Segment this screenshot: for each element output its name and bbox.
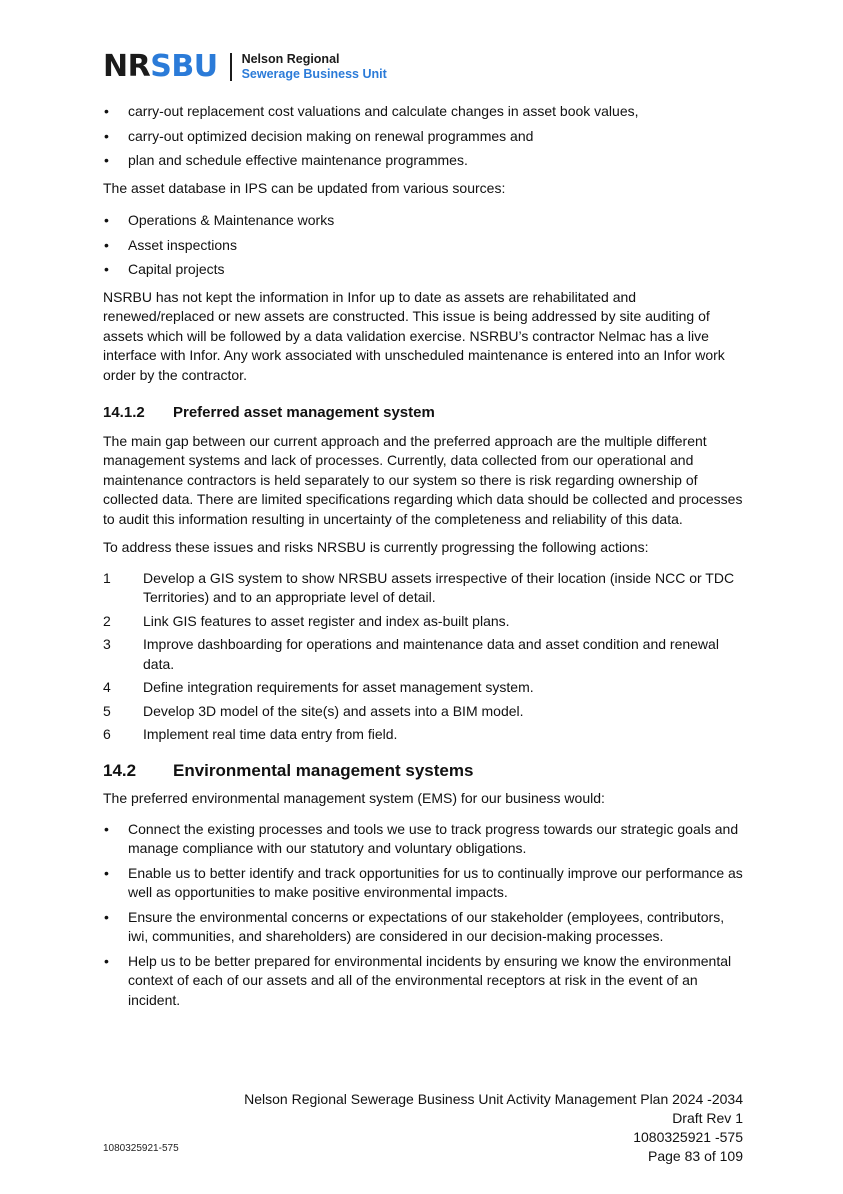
actions-list bbox=[103, 569, 743, 745]
list-item bbox=[103, 211, 743, 231]
footer-doc-number: 1080325921 -575 bbox=[633, 1129, 743, 1145]
list-item-text: Operations & Maintenance works bbox=[128, 212, 335, 228]
list-item-text: Improve dashboarding for operations and maintenance data and asset condition and renewal data. bbox=[143, 636, 719, 672]
list-item-text: carry-out replacement cost valuations and calculate changes in asset book values, bbox=[128, 103, 639, 119]
list-item bbox=[103, 102, 743, 122]
bullet-icon: • bbox=[104, 212, 109, 228]
list-item bbox=[103, 612, 743, 632]
section-number: 14.1.2 bbox=[103, 404, 145, 421]
list-item-text: Enable us to better identify and track opportunities for us to continually improve our performance as well as opportunities to make positive environmental impacts. bbox=[128, 864, 743, 900]
item-number: 6 bbox=[103, 726, 111, 742]
list-item bbox=[103, 569, 743, 608]
list-item-text: Asset inspections bbox=[128, 236, 237, 253]
section-number: 14.2 bbox=[103, 760, 137, 780]
section-title: Environmental management systems bbox=[173, 760, 474, 780]
list-item-text: carry-out optimized decision making on renewal programmes and bbox=[128, 127, 534, 144]
nrsbu-logo bbox=[103, 50, 387, 84]
item-number: 5 bbox=[103, 702, 111, 719]
bullet-icon: • bbox=[104, 127, 109, 144]
list-item bbox=[103, 725, 743, 745]
list-item bbox=[103, 678, 743, 698]
list-item bbox=[103, 864, 743, 903]
logo-org-line2: Sewerage Business Unit bbox=[241, 67, 387, 81]
section-1412-paragraph: The main gap between our current approach and the preferred approach are the multiple different management systems and lack of processes. Currently, data collected from our operational and maintenance contractors is held separately to our system so there is risk regarding ownership of collected data. There are limited specifications regarding which data should be collected and processes to audit this information resulting in uncertainty of the completeness and reliability of this data. bbox=[103, 432, 743, 527]
bullet-icon: • bbox=[104, 236, 109, 253]
bullet-icon: • bbox=[104, 908, 109, 925]
top-bullet-list bbox=[103, 102, 743, 171]
list-item bbox=[103, 820, 743, 859]
sources-bullet-list bbox=[103, 211, 743, 280]
list-item bbox=[103, 151, 743, 171]
list-item-text: Connect the existing processes and tools we use to track progress towards our strategic goals and manage compliance with our statutory and voluntary obligations. bbox=[128, 820, 739, 856]
item-number: 1 bbox=[103, 569, 111, 586]
page-footer bbox=[244, 1090, 743, 1166]
list-item-text: plan and schedule effective maintenance programmes. bbox=[128, 152, 468, 168]
list-item bbox=[103, 952, 743, 1011]
item-number: 3 bbox=[103, 636, 111, 652]
list-item-text: Ensure the environmental concerns or expectations of our stakeholder (employees, contributors, iwi, communities, and shareholders) are considered in our decision-making processes. bbox=[128, 908, 725, 944]
list-item bbox=[103, 260, 743, 280]
logo-org-line1: Nelson Regional bbox=[241, 52, 340, 66]
list-item bbox=[103, 908, 743, 947]
bullet-icon: • bbox=[104, 103, 109, 119]
logo-wordmark bbox=[103, 49, 218, 84]
list-item bbox=[103, 702, 743, 722]
bullet-icon: • bbox=[104, 952, 109, 969]
footer-revision: Draft Rev 1 bbox=[672, 1110, 743, 1126]
list-item-text: Develop a GIS system to show NRSBU assets irrespective of their location (inside NCC or TDC Territories) and to an appropriate level of detail. bbox=[143, 569, 735, 605]
list-item-text: Define integration requirements for asset management system. bbox=[143, 679, 534, 695]
list-item-text: Implement real time data entry from field. bbox=[143, 726, 398, 742]
logo-wordmark-part2: SBU bbox=[150, 49, 218, 84]
list-item bbox=[103, 236, 743, 256]
infor-paragraph: NSRBU has not kept the information in Infor up to date as assets are rehabilitated and renewed/replaced or new assets are constructed. This issue is being addressed by site auditing of assets which will be followed by a data validation exercise. NSRBU’s contractor Nelmac has a live interface with Infor. Any work associated with unscheduled maintenance is entered into an Infor work order by the contractor. bbox=[103, 288, 725, 383]
list-item-text: Help us to be better prepared for environmental incidents by ensuring we know the environmental context of each of our assets and all of the environmental receptors at risk in the event of an incident. bbox=[128, 952, 732, 1008]
footer-plan-title: Nelson Regional Sewerage Business Unit Activity Management Plan 2024 -2034 bbox=[244, 1091, 743, 1107]
item-number: 2 bbox=[103, 612, 111, 629]
section-title: Preferred asset management system bbox=[173, 404, 435, 421]
footer-doc-id: 1080325921-575 bbox=[103, 1143, 179, 1154]
bullet-icon: • bbox=[104, 820, 109, 837]
list-item-text: Capital projects bbox=[128, 261, 225, 277]
item-number: 4 bbox=[103, 679, 111, 695]
section-heading-14-1-2 bbox=[103, 403, 743, 423]
ems-bullet-list bbox=[103, 820, 743, 1011]
bullet-icon: • bbox=[104, 261, 109, 277]
list-item-text: Link GIS features to asset register and index as-built plans. bbox=[143, 612, 510, 629]
document-body bbox=[103, 102, 743, 1018]
ems-intro: The preferred environmental management system (EMS) for our business would: bbox=[103, 790, 605, 806]
list-item-text: Develop 3D model of the site(s) and assets into a BIM model. bbox=[143, 702, 524, 719]
bullet-icon: • bbox=[104, 864, 109, 881]
logo-org-name bbox=[242, 52, 387, 82]
footer-page-number: Page 83 of 109 bbox=[648, 1148, 743, 1164]
section-heading-14-2 bbox=[103, 761, 743, 781]
logo-wordmark-part1: NR bbox=[103, 49, 151, 84]
list-item bbox=[103, 635, 743, 674]
list-item bbox=[103, 127, 743, 147]
sources-intro: The asset database in IPS can be updated from various sources: bbox=[103, 179, 506, 196]
actions-intro: To address these issues and risks NRSBU is currently progressing the following actions: bbox=[103, 539, 649, 555]
bullet-icon: • bbox=[104, 152, 109, 168]
logo-divider bbox=[230, 53, 232, 81]
